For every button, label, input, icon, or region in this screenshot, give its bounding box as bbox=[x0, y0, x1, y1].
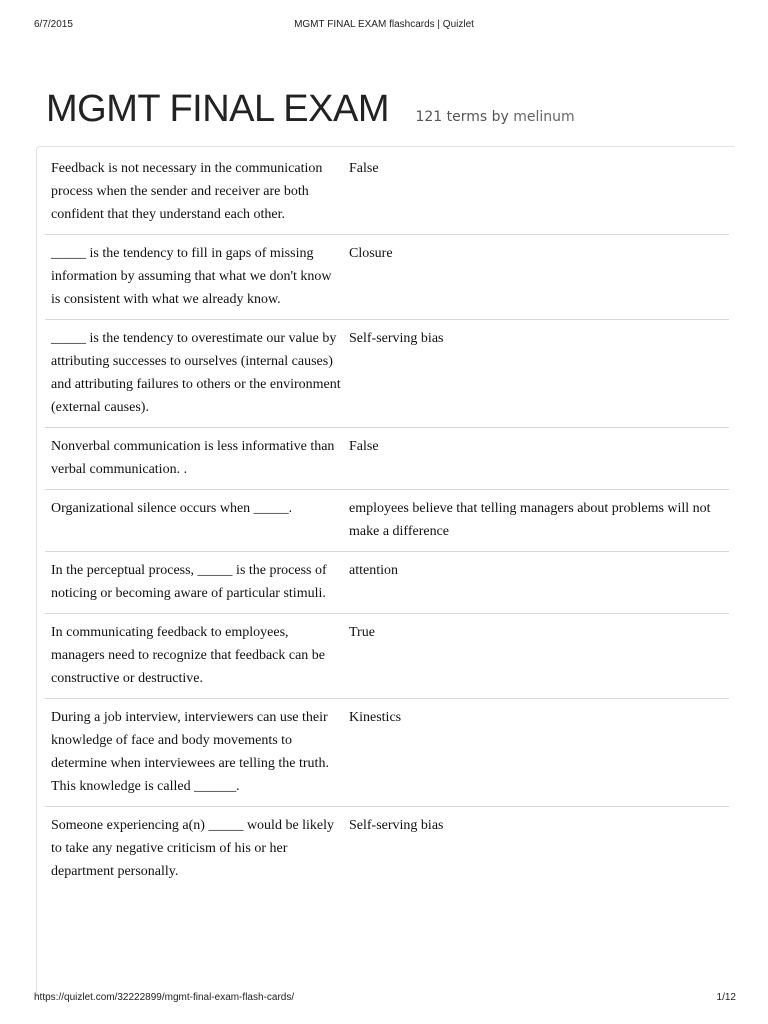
definition-text: attention bbox=[349, 563, 398, 578]
term-row bbox=[45, 699, 729, 807]
print-date: 6/7/2015 bbox=[34, 19, 73, 30]
terms-container bbox=[36, 146, 735, 997]
definition-text: Closure bbox=[349, 246, 393, 261]
print-url: https://quizlet.com/32222899/mgmt-final-exam-flash-cards/ bbox=[34, 992, 295, 1003]
author-link[interactable]: melinum bbox=[513, 109, 575, 125]
term-row bbox=[45, 235, 729, 320]
definition-text: True bbox=[349, 625, 375, 640]
definition-text: False bbox=[349, 439, 379, 454]
term-text: During a job interview, interviewers can use their knowledge of face and body movements to determine when interviewees are telling the truth. This knowledge is called ______. bbox=[51, 710, 329, 794]
term-text: Someone experiencing a(n) _____ would be likely to take any negative criticism of his or her department personally. bbox=[51, 818, 335, 879]
term-text: In communicating feedback to employees, managers need to recognize that feedback can be constructive or destructive. bbox=[51, 625, 326, 686]
term-row bbox=[45, 320, 729, 428]
print-page-title: MGMT FINAL EXAM flashcards | Quizlet bbox=[294, 19, 474, 30]
terms-count: 121 terms by bbox=[415, 109, 509, 125]
page-number: 1/12 bbox=[716, 992, 736, 1003]
term-text: _____ is the tendency to fill in gaps of missing information by assuming that what we don't know is consistent with what we already know. bbox=[51, 246, 332, 307]
term-row bbox=[45, 552, 729, 614]
set-title: MGMT FINAL EXAM bbox=[46, 88, 389, 130]
term-list bbox=[45, 150, 729, 891]
term-row bbox=[45, 428, 729, 490]
set-meta bbox=[415, 109, 574, 125]
term-row bbox=[45, 807, 729, 891]
term-text: _____ is the tendency to overestimate our value by attributing successes to ourselves (internal causes) and attributing failures to others or the environment (external causes). bbox=[51, 331, 341, 415]
term-row bbox=[45, 490, 729, 552]
term-text: Feedback is not necessary in the communication process when the sender and receiver are both confident that they understand each other. bbox=[51, 161, 323, 222]
term-text: Nonverbal communication is less informative than verbal communication. . bbox=[51, 439, 335, 477]
definition-text: employees believe that telling managers about problems will not make a difference bbox=[349, 501, 711, 539]
definition-text: Self-serving bias bbox=[349, 818, 444, 833]
print-header bbox=[0, 19, 768, 33]
term-row bbox=[45, 150, 729, 235]
definition-text: False bbox=[349, 161, 379, 176]
print-footer bbox=[0, 992, 768, 1006]
term-text: Organizational silence occurs when _____. bbox=[51, 501, 293, 516]
term-row bbox=[45, 614, 729, 699]
term-text: In the perceptual process, _____ is the process of noticing or becoming aware of particular stimuli. bbox=[51, 563, 327, 601]
definition-text: Kinestics bbox=[349, 710, 402, 725]
definition-text: Self-serving bias bbox=[349, 331, 444, 346]
set-header bbox=[46, 88, 736, 138]
